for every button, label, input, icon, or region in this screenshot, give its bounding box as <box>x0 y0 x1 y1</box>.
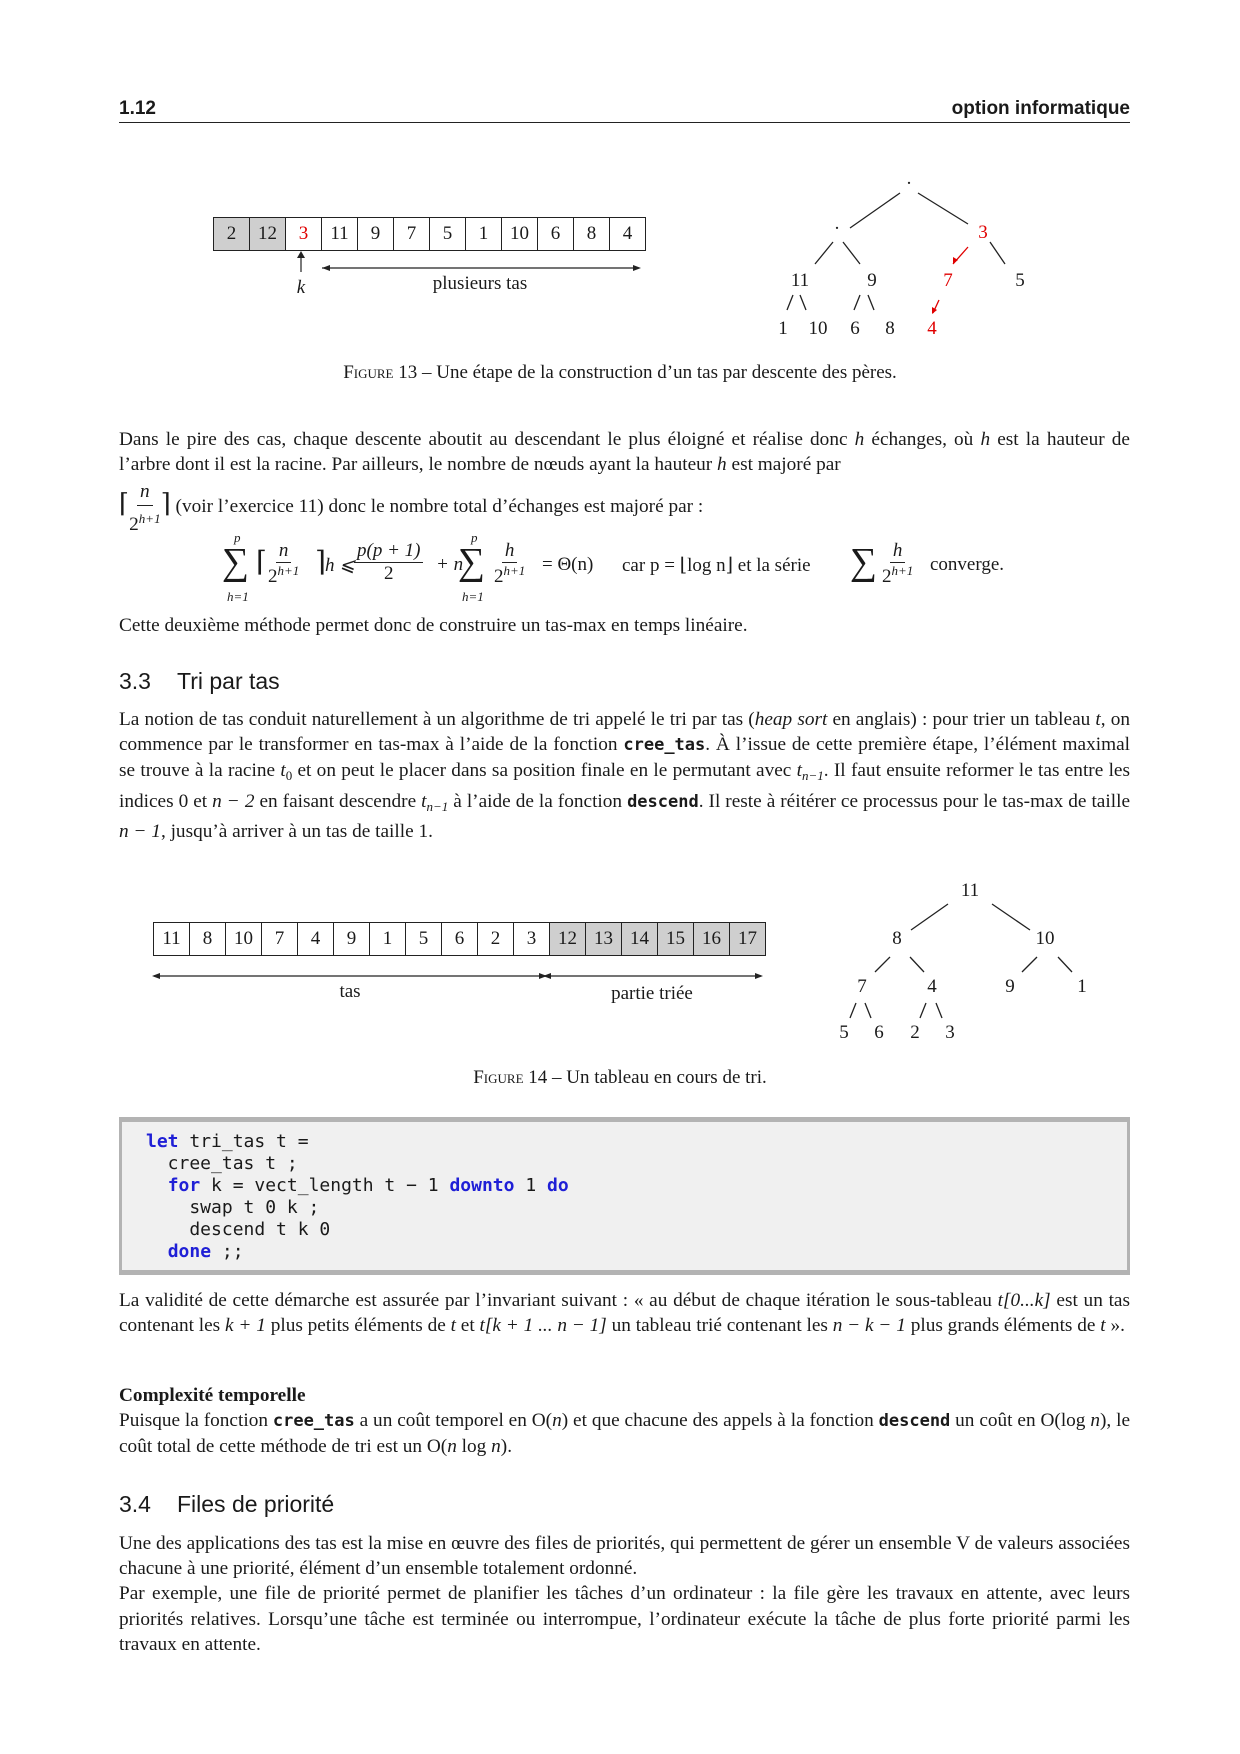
section-title: option informatique <box>951 98 1130 119</box>
figure14-caption: Figure 14 – Un tableau en cours de tri. <box>473 1067 767 1088</box>
files-priorite-paragraph: Une des applications des tas est la mise en œuvre des files de priorités, qui permettent de gérer un ensemble V de valeurs associées chacune à une priorité, élément d’un ensemble totalement ordonné. Par exemple, une file de priorité permet de planifier les tâches d’un ordinateur : la file gère les travaux en attente, avec leurs priorités relatives. Lorsqu’une tâche est terminée ou interrompue, l’ordinateur exécute la tâche de plus forte priorité parmi les travaux en attente. <box>119 1533 1130 1655</box>
edge14-ll-llr <box>865 1003 871 1018</box>
section-3-3-heading: 3.3 Tri par tas <box>119 668 280 694</box>
fig14-array-cell: 6 <box>441 922 478 956</box>
tree13-rl: 7 <box>943 270 953 291</box>
edge14-left-ll <box>875 957 890 972</box>
tree14-root: 11 <box>960 880 980 901</box>
tree14-left: 8 <box>892 928 902 949</box>
tas-label: tas <box>339 981 361 1002</box>
fig13-array-cell: 9 <box>357 217 394 251</box>
tree13-right: 3 <box>978 222 988 243</box>
linear-sentence: Cette deuxième méthode permet donc de construire un tas-max en temps linéaire. <box>119 615 748 636</box>
tree14-right: 10 <box>1035 928 1055 949</box>
fig13-array-cell: 10 <box>501 217 538 251</box>
code-line-3: for k = vect_length t − 1 downto 1 do <box>167 1175 569 1196</box>
fig14-array-cell: 15 <box>657 922 694 956</box>
fig13-array-cell: 12 <box>249 217 286 251</box>
fig14-array-cell: 2 <box>477 922 514 956</box>
sorted-arrow-right-head <box>755 973 763 979</box>
tas-arrow-left-head <box>152 973 160 979</box>
edge14-root-left <box>911 904 948 930</box>
code-bottom-border <box>119 1270 1130 1275</box>
tree13-lrl: 6 <box>850 318 860 339</box>
fig13-array-cell: 7 <box>393 217 430 251</box>
figure13-caption: Figure 13 – Une étape de la construction d’un tas par descente des pères. <box>343 362 897 383</box>
edge14-left-lr <box>910 957 924 972</box>
tree13-ll: 11 <box>790 270 810 291</box>
complexity-paragraph: Complexité temporelle Puisque la fonction cree_tas a un coût temporel en O(n) et que chacune des appels à la fonction descend un coût en O(log n), le coût total de cette méthode de tri est un O(n log n). <box>119 1385 1130 1458</box>
section-3-4-heading: 3.4 Files de priorité <box>119 1491 335 1517</box>
fig14-array-cell: 12 <box>549 922 586 956</box>
tree14-ll: 7 <box>857 976 867 997</box>
edge14-right-rl <box>1022 957 1037 972</box>
k-label: k <box>296 277 306 298</box>
tree13-root: . <box>906 168 912 189</box>
code-line-2: cree_tas t ; <box>146 1153 298 1174</box>
tree14-llr: 6 <box>874 1022 884 1043</box>
fig14-array-cell: 4 <box>297 922 334 956</box>
fig13-array-cell: 2 <box>213 217 250 251</box>
sorted-arrow-left-head <box>543 973 551 979</box>
edge14-lr-lrl <box>920 1003 926 1018</box>
fig14-array-cell: 3 <box>513 922 550 956</box>
code-line-6: done ;; <box>167 1241 244 1262</box>
fig13-array-cell: 5 <box>429 217 466 251</box>
tree14-rr: 1 <box>1077 976 1087 997</box>
fig13-array-cell: 8 <box>573 217 610 251</box>
fig14-array-cell: 13 <box>585 922 622 956</box>
fig14-array-cell: 14 <box>621 922 658 956</box>
complexity-title: Complexité temporelle <box>119 1385 306 1406</box>
fig14-array-cell: 10 <box>225 922 262 956</box>
edge14-lr-lrr <box>936 1003 942 1018</box>
tree13-rr: 5 <box>1015 270 1025 291</box>
tree13-lr: 9 <box>867 270 877 291</box>
tri-par-tas-paragraph: La notion de tas conduit naturellement à un algorithme de tri appelé le tri par tas (heap sort en anglais) : pour trier un tableau t, on commence par le transformer en tas-max à l’aide de la fonction cree_tas. À l’issue de cette première étape, l’élément maximal se trouve à la racine $t_0$ et on peut le placer dans sa position finale en le permutant avec $t_{n-1}$. Il faut ensuite reformer le tas entre les indices 0 et n − 2 en faisant descendre $t_{n-1}$ à l’aide de la fonction descend. Il reste à réitérer ce processus pour le tas-max de taille n − 1, jusqu’à arriver à un tas de taille 1. <box>119 709 1130 842</box>
fig14-array-cell: 16 <box>693 922 730 956</box>
code-line-4: swap t 0 k ; <box>146 1197 320 1218</box>
edge14-ll-lll <box>850 1003 856 1018</box>
ceil-fraction: $\frac{n}{2^{h+1}}$ <box>129 481 161 535</box>
tree13-rll: 4 <box>927 318 937 339</box>
fig13-array-cell: 4 <box>609 217 646 251</box>
fig14-array-cell: 8 <box>189 922 226 956</box>
fig13-array-cell: 6 <box>537 217 574 251</box>
fig14-array-cell: 5 <box>405 922 442 956</box>
tree14-lr: 4 <box>927 976 937 997</box>
tree13-lll: 1 <box>778 318 788 339</box>
fig13-array-cell: 1 <box>465 217 502 251</box>
sorted-label: partie triée <box>611 983 693 1004</box>
invariant-paragraph: La validité de cette démarche est assurée par l’invariant suivant : « au début de chaque itération le sous-tableau t[0...k] est un tas contenant les k + 1 plus petits éléments de t et t[k + 1 ... n − 1] un tableau trié contenant les n − k − 1 plus grands éléments de t ». <box>119 1290 1130 1337</box>
fig14-array-cell: 11 <box>153 922 190 956</box>
range-label: plusieurs tas <box>432 273 528 294</box>
edge14-root-right <box>992 904 1030 930</box>
fig13-array-cell: 11 <box>321 217 358 251</box>
tree13-left: . <box>834 213 840 234</box>
code-line-5: descend t k 0 <box>146 1219 331 1240</box>
tree13-llr: 10 <box>808 318 828 339</box>
code-line-1: let tri_tas t = <box>146 1131 309 1152</box>
tree14-rl: 9 <box>1005 976 1015 997</box>
fig14-array-cell: 17 <box>729 922 766 956</box>
fig14-array-cell: 7 <box>261 922 298 956</box>
fig13-array-cell: 3 <box>285 217 322 251</box>
intro-paragraph: Dans le pire des cas, chaque descente aboutit au descendant le plus éloigné et réalise donc h échanges, où h est la hauteur de l’arbre dont il est la racine. Par ailleurs, le nombre de nœuds ayant la hauteur h est majoré par ⌈ $\frac{n}{2^{h+1}}$ ⌉ (voir l’exercice 11) donc le nombre total d’échanges est majoré par : <box>119 427 1130 537</box>
code-listing <box>119 1117 1130 1275</box>
tree13-lrr: 8 <box>885 318 895 339</box>
tree14-lrr: 3 <box>945 1022 955 1043</box>
code-top-border <box>119 1117 1130 1122</box>
page-number: 1.12 <box>119 98 156 119</box>
tree14-lrl: 2 <box>910 1022 920 1043</box>
display-formula: p ∑ h=1 ⌈ $\frac{n}{2^{h+1}}$ ⌉ h ⩽ $\frac{p(p + 1)}{2}$ + n p ∑ h=1 $\frac{h}{2^{h+1}}$ = Θ(n) car p = ⌊log n⌋ et la série ∑ $\frac{h}{2^{h+1}}$ converge. <box>222 530 1005 604</box>
fig14-array-cell: 9 <box>333 922 370 956</box>
fig14-array-cell: 1 <box>369 922 406 956</box>
edge14-right-rr <box>1058 957 1072 972</box>
tree14-lll: 5 <box>839 1022 849 1043</box>
